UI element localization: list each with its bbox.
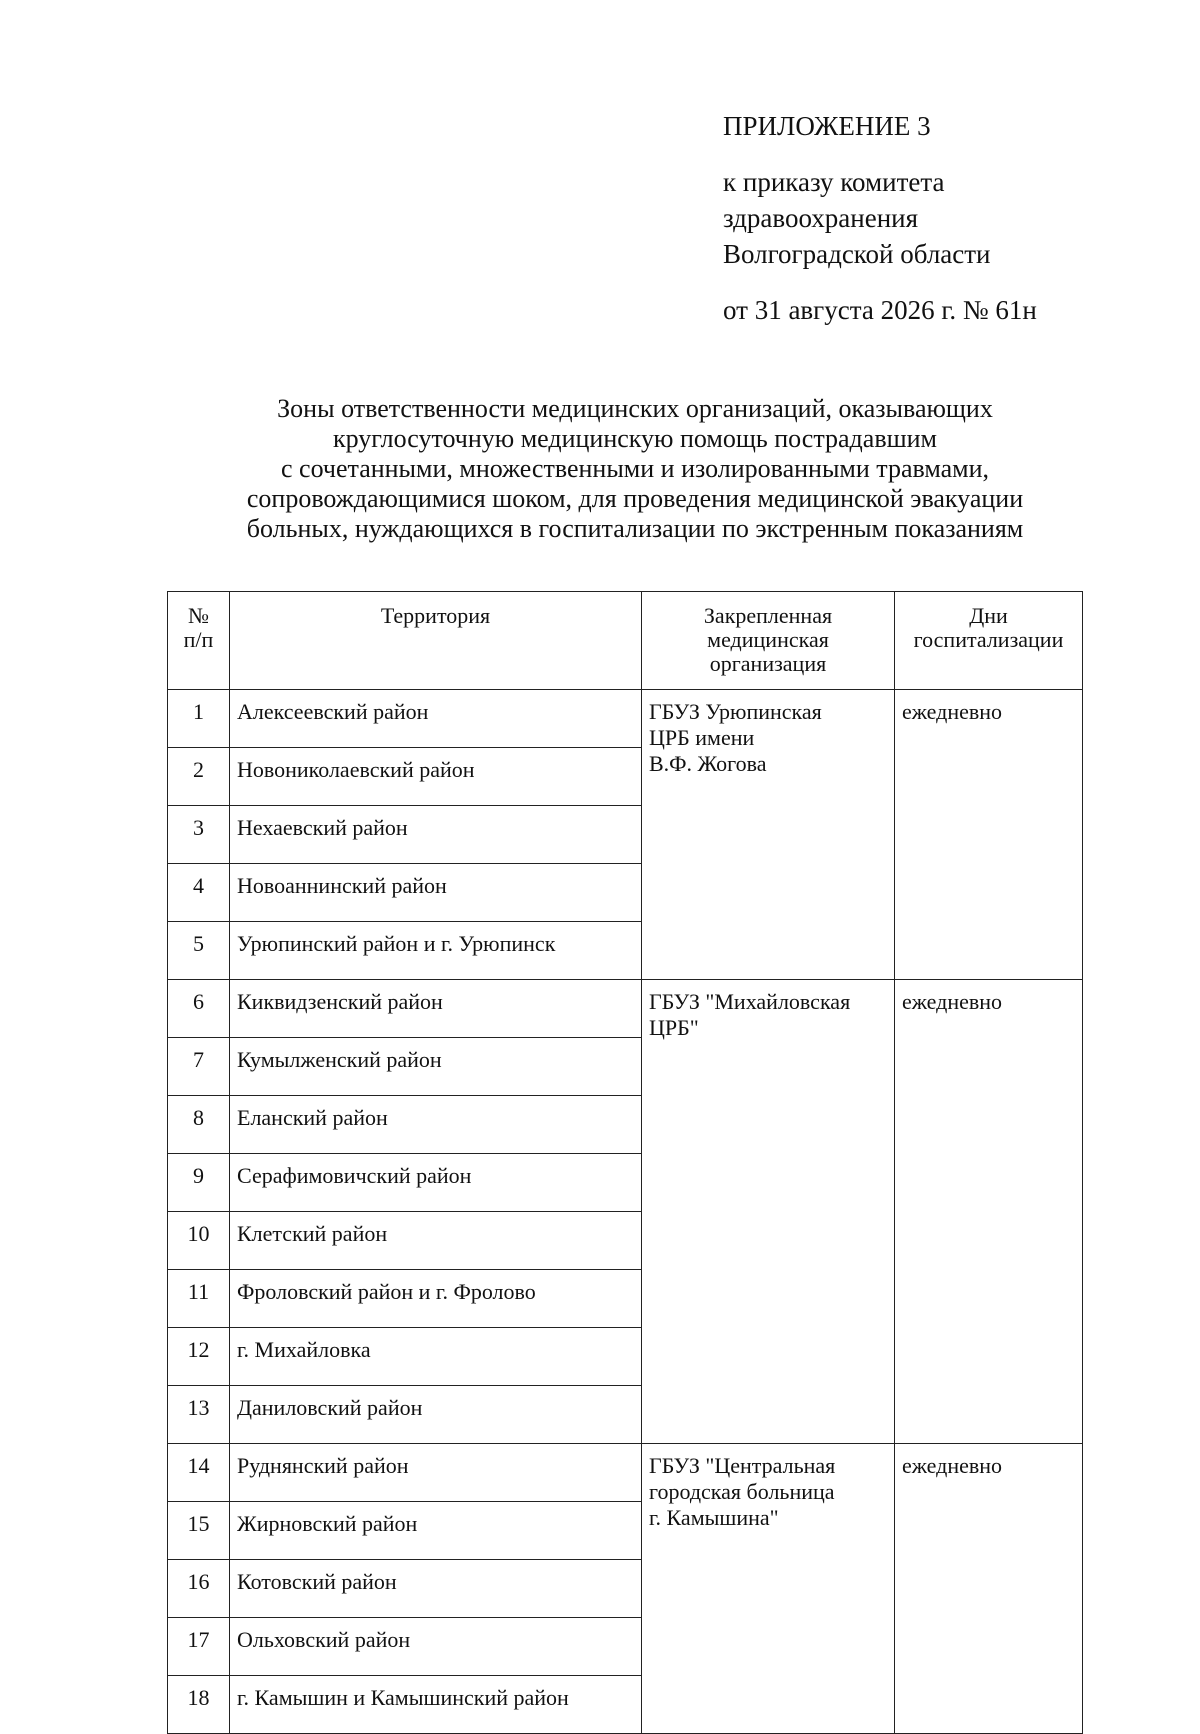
responsibility-zones-table — [167, 591, 1083, 1734]
header-organization-line: организация — [709, 651, 827, 676]
row-days: ежедневно — [895, 690, 1083, 980]
title-line: сопровождающимися шоком, для проведения медицинской эвакуации — [246, 484, 1024, 513]
row-number: 14 — [168, 1444, 230, 1502]
row-number: 11 — [168, 1270, 230, 1328]
organization-line: ГБУЗ Урюпинская — [649, 699, 822, 724]
title-line: с сочетанными, множественными и изолированными травмами, — [280, 454, 990, 483]
row-territory: Руднянский район — [230, 1444, 642, 1502]
row-number: 18 — [168, 1676, 230, 1734]
organization-line: ЦРБ" — [649, 1015, 699, 1040]
row-number: 10 — [168, 1212, 230, 1270]
row-territory: Киквидзенский район — [230, 980, 642, 1038]
organization-line: ЦРБ имени — [649, 725, 755, 750]
row-number: 7 — [168, 1038, 230, 1096]
organization-line: ГБУЗ "Михайловская — [649, 989, 851, 1014]
organization-line: ГБУЗ "Центральная — [649, 1453, 836, 1478]
header-organization-line: Закрепленная — [703, 603, 833, 628]
table-header-row — [168, 592, 1083, 690]
title-line: больных, нуждающихся в госпитализации по экстренным показаниям — [246, 514, 1024, 543]
row-territory: Кумылженский район — [230, 1038, 642, 1096]
row-territory: Серафимовичский район — [230, 1154, 642, 1212]
row-territory: Ольховский район — [230, 1618, 642, 1676]
organization-line: В.Ф. Жогова — [649, 751, 767, 776]
row-organization — [642, 980, 895, 1444]
row-territory: г. Камышин и Камышинский район — [230, 1676, 642, 1734]
appendix-line: к приказу комитета — [723, 167, 945, 197]
document-title — [190, 394, 1080, 544]
row-territory: Алексеевский район — [230, 690, 642, 748]
appendix-line: Волгоградской области — [723, 239, 991, 269]
appendix-title: ПРИЛОЖЕНИЕ 3 — [723, 111, 931, 141]
row-organization — [642, 690, 895, 980]
header-num-line: п/п — [183, 627, 214, 652]
table-row — [168, 1444, 1083, 1502]
row-number: 8 — [168, 1096, 230, 1154]
row-territory: Котовский район — [230, 1560, 642, 1618]
row-territory: Жирновский район — [230, 1502, 642, 1560]
organization-line: городская больница — [649, 1479, 835, 1504]
row-number: 1 — [168, 690, 230, 748]
row-territory: г. Михайловка — [230, 1328, 642, 1386]
header-organization — [642, 592, 895, 690]
row-number: 5 — [168, 922, 230, 980]
header-days — [895, 592, 1083, 690]
row-number: 17 — [168, 1618, 230, 1676]
row-number: 13 — [168, 1386, 230, 1444]
appendix-block — [723, 108, 1143, 328]
row-organization — [642, 1444, 895, 1734]
row-number: 4 — [168, 864, 230, 922]
row-territory: Новониколаевский район — [230, 748, 642, 806]
row-number: 3 — [168, 806, 230, 864]
row-territory: Даниловский район — [230, 1386, 642, 1444]
table-row — [168, 980, 1083, 1038]
header-days-line: госпитализации — [913, 627, 1064, 652]
row-territory: Нехаевский район — [230, 806, 642, 864]
row-number: 15 — [168, 1502, 230, 1560]
table-row — [168, 690, 1083, 748]
row-territory: Новоаннинский район — [230, 864, 642, 922]
header-organization-line: медицинская — [707, 627, 829, 652]
appendix-line: здравоохранения — [723, 203, 919, 233]
header-days-line: Дни — [969, 603, 1008, 628]
row-days: ежедневно — [895, 1444, 1083, 1734]
row-number: 9 — [168, 1154, 230, 1212]
row-territory: Фроловский район и г. Фролово — [230, 1270, 642, 1328]
row-territory: Еланский район — [230, 1096, 642, 1154]
appendix-date: от 31 августа 2026 г. № 61н — [723, 295, 1037, 325]
header-num-line: № — [188, 603, 209, 628]
row-number: 12 — [168, 1328, 230, 1386]
row-territory: Клетский район — [230, 1212, 642, 1270]
row-number: 2 — [168, 748, 230, 806]
organization-line: г. Камышина" — [649, 1505, 779, 1530]
header-territory: Территория — [230, 592, 642, 690]
row-number: 16 — [168, 1560, 230, 1618]
header-num — [168, 592, 230, 690]
table-body — [168, 690, 1083, 1734]
row-territory: Урюпинский район и г. Урюпинск — [230, 922, 642, 980]
row-number: 6 — [168, 980, 230, 1038]
title-line: круглосуточную медицинскую помощь пострадавшим — [333, 424, 937, 453]
row-days: ежедневно — [895, 980, 1083, 1444]
title-line: Зоны ответственности медицинских организаций, оказывающих — [277, 394, 993, 423]
